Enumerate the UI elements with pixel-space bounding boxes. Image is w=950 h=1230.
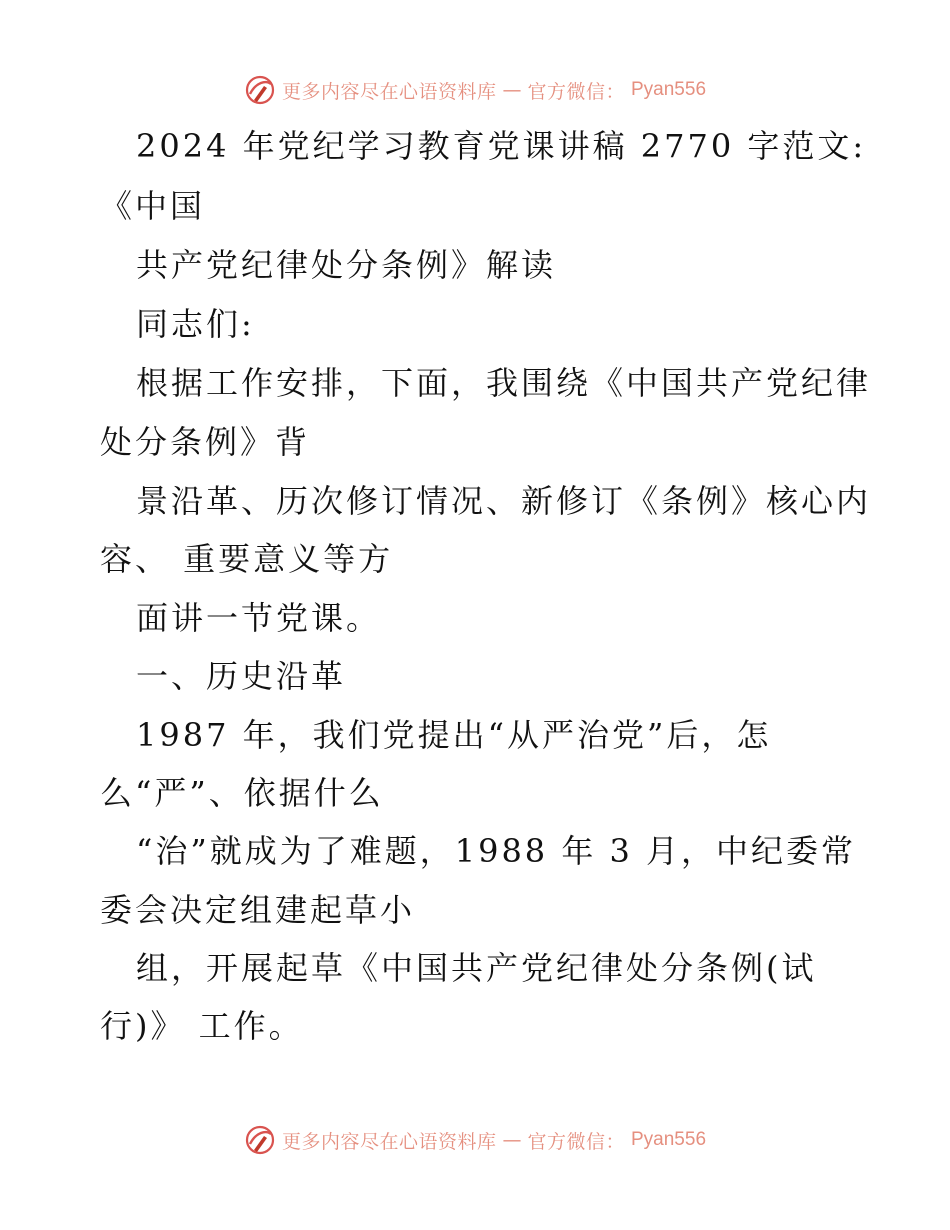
section-heading: 一、历史沿革 xyxy=(136,657,347,695)
watermark-wechat-id: Pyan556 xyxy=(631,79,707,100)
watermark-group xyxy=(244,74,706,106)
paragraph-line: 行)》 工作。 xyxy=(100,1007,304,1045)
watermark-suffix: 官方微信： xyxy=(527,1130,625,1153)
title-line-3: 共产党纪律处分条例》解读 xyxy=(136,246,557,284)
paragraph-line: 景沿革、历次修订情况、新修订《条例》核心内 xyxy=(136,482,872,520)
paragraph-line: 1987 年，我们党提出“从严治党”后，怎 xyxy=(136,716,772,754)
title-line-2: 《中国 xyxy=(100,187,206,225)
header-watermark xyxy=(0,72,950,108)
title-line-1: 2024 年党纪学习教育党课讲稿 2770 字范文: xyxy=(136,127,867,165)
watermark-separator: — xyxy=(502,79,522,101)
paragraph-line: 面讲一节党课。 xyxy=(136,599,382,637)
paragraph-line: 处分条例》背 xyxy=(100,423,311,461)
paragraph-line: 容、 重要意义等方 xyxy=(100,540,394,578)
paragraph-line: 么“严”、依据什么 xyxy=(100,774,384,812)
paragraph-line: 组，开展起草《中国共产党纪律处分条例(试 xyxy=(136,949,817,987)
red-pen-swirl-logo-icon xyxy=(244,1124,276,1156)
paragraph-line: 委会决定组建起草小 xyxy=(100,891,416,929)
watermark-group xyxy=(244,1124,706,1156)
paragraph-line: “治”就成为了难题，1988 年 3 月，中纪委常 xyxy=(136,832,857,870)
paragraph-line: 根据工作安排，下面，我围绕《中国共产党纪律 xyxy=(136,364,872,402)
footer-watermark xyxy=(0,1122,950,1158)
watermark-text: 更多内容尽在心语资料库 xyxy=(281,80,497,103)
watermark-wechat-id: Pyan556 xyxy=(631,1129,707,1150)
watermark-separator: — xyxy=(502,1129,522,1151)
salutation: 同志们: xyxy=(136,305,255,343)
red-pen-swirl-logo-icon xyxy=(244,74,276,106)
watermark-suffix: 官方微信： xyxy=(527,80,625,103)
watermark-text: 更多内容尽在心语资料库 xyxy=(281,1130,497,1153)
